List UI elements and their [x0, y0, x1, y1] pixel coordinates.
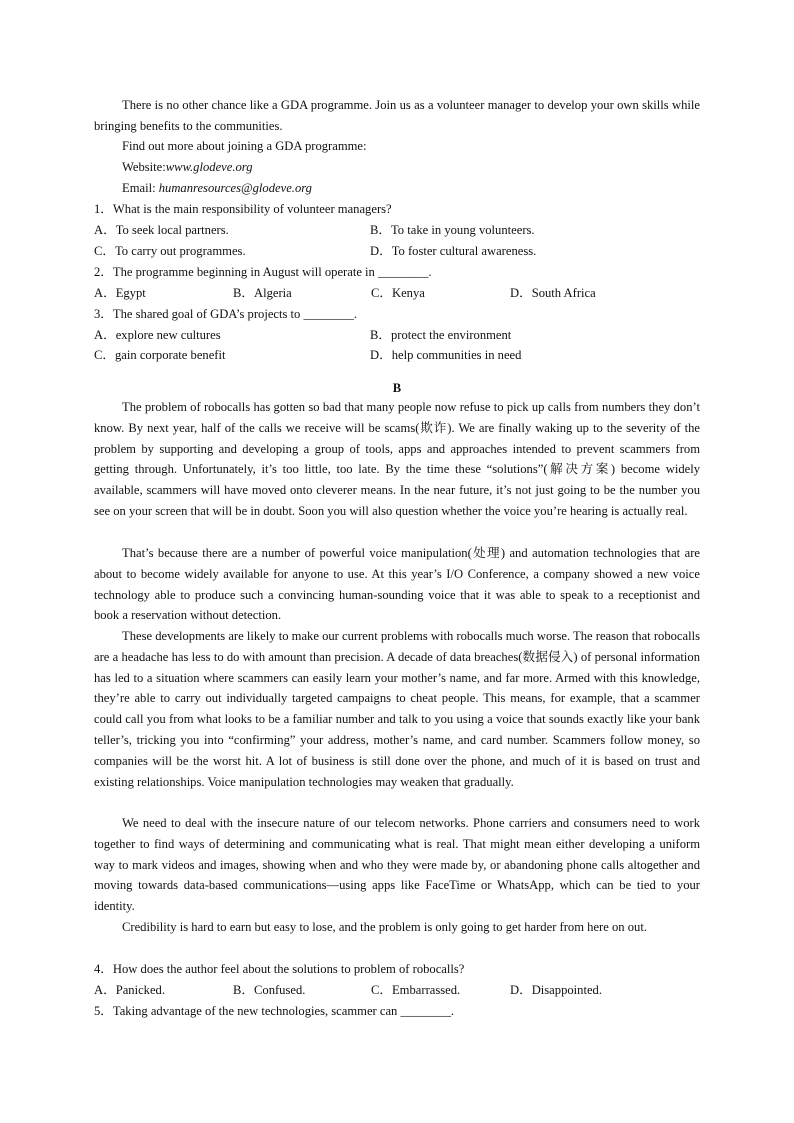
section-b-paragraph-3: These developments are likely to make our current problems with robocalls much worse. The reason that robocalls are a headache has less to do with amount than precision. A decade of data breaches(数据侵入) of personal information has led to a situation where scammers can easily learn your mother’s name, and far more. Armed with this knowledge, they’re able to carry out individually targeted campaigns to cheat people. This means, for example, that a scammer could call you from what looks to be a familiar number and talk to you using a voice that sounds exactly like your bank teller’s, tricking you into “confirming” your address, mother’s name, and card number. Scammers follow money, so companies will be the worst hit. A lot of business is still done over the phone, and much of it is based on trust and existing relationships. Voice manipulation technologies may weaken that gradually.: [94, 629, 700, 789]
question-1-option-c: C．To carry out programmes.: [94, 244, 246, 258]
question-4-stem: 4．How does the author feel about the solutions to problem of robocalls?: [94, 962, 465, 976]
question-3-option-d: D．help communities in need: [370, 348, 522, 362]
email-link[interactable]: humanresources@glodeve.org: [158, 181, 312, 195]
section-b-paragraph-5: Credibility is hard to earn but easy to lose, and the problem is only going to get harder from here on out.: [122, 920, 647, 934]
website-line: [122, 157, 253, 178]
question-3-option-a: A．explore new cultures: [94, 328, 221, 342]
find-out-line: Find out more about joining a GDA programme:: [122, 139, 367, 153]
section-b-paragraph-1: The problem of robocalls has gotten so bad that many people now refuse to pick up calls from numbers they don’t know. By next year, half of the calls we receive will be scams(欺诈). We are finally waking up to the severity of the problem by supporting and developing a group of tools, apps and approaches intended to prevent scammers from getting through. Unfortunately, it’s too little, too late. By the time these “solutions”(解决方案) become widely available, scammers will have moved onto cleverer means. In the near future, it’s not just going to be the number you see on your screen that will be in doubt. Soon you will also question whether the voice you’re hearing is actually real.: [94, 400, 700, 518]
question-1-option-a: A．To seek local partners.: [94, 223, 229, 237]
website-label: Website:: [122, 160, 166, 174]
question-4-option-d: D．Disappointed.: [510, 983, 602, 997]
section-b-paragraph-4: We need to deal with the insecure nature of our telecom networks. Phone carriers and consumers need to work together to find ways of determining and communicating what is real. That might mean either developing a uniform way to mark videos and images, showing when and who they were made by, or abandoning phone calls altogether and moving towards data-based communications—using apps like FaceTime or WhatsApp, which can be tied to your identity.: [94, 816, 700, 914]
question-2-option-a: A．Egypt: [94, 286, 146, 300]
question-3-option-b: B．protect the environment: [370, 328, 512, 342]
question-2-stem: 2．The programme beginning in August will operate in ________.: [94, 265, 432, 279]
question-2-option-b: B．Algeria: [233, 286, 292, 300]
question-4-option-c: C．Embarrassed.: [371, 983, 461, 997]
question-3-option-c: C．gain corporate benefit: [94, 348, 226, 362]
question-1-option-d: D．To foster cultural awareness.: [370, 244, 537, 258]
intro-paragraph: There is no other chance like a GDA programme. Join us as a volunteer manager to develop your own skills while bringing benefits to the communities.: [94, 98, 700, 133]
question-1-stem: 1．What is the main responsibility of volunteer managers?: [94, 202, 392, 216]
section-b-heading: B: [392, 381, 402, 395]
section-b-paragraph-2: That’s because there are a number of powerful voice manipulation(处理) and automation technologies that are about to become widely available for anyone to use. At this year’s I/O Conference, a company showed a new voice technology able to produce such a convincing human-sounding voice that it was able to speak to a receptionist and book a reservation without detection.: [94, 546, 700, 623]
question-4-option-b: B．Confused.: [233, 983, 306, 997]
question-1-option-b: B．To take in young volunteers.: [370, 223, 535, 237]
question-2-option-d: D．South Africa: [510, 286, 596, 300]
question-3-stem: 3．The shared goal of GDA’s projects to ________.: [94, 307, 358, 321]
website-link[interactable]: www.glodeve.org: [165, 160, 253, 174]
question-4-option-a: A．Panicked.: [94, 983, 165, 997]
question-5-stem: 5．Taking advantage of the new technologies, scammer can ________.: [94, 1004, 455, 1018]
question-2-option-c: C．Kenya: [371, 286, 425, 300]
email-label: Email:: [122, 181, 156, 195]
email-line: [122, 178, 312, 199]
